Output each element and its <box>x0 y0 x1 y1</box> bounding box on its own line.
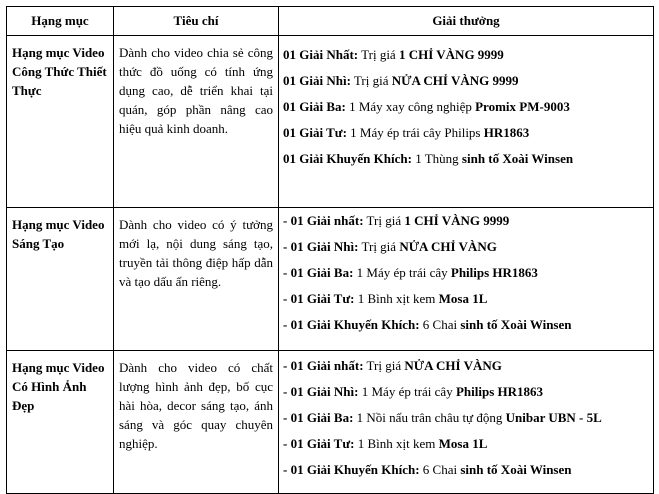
prize-label: - 01 Giải Ba: <box>283 265 354 280</box>
table-row <box>7 208 654 351</box>
prize-item <box>283 94 649 120</box>
prize-label: 01 Giải Nhất: <box>283 47 359 62</box>
prize-label: - 01 Giải nhất: <box>283 213 364 228</box>
prize-value: Philips HR1863 <box>450 265 538 280</box>
prize-item <box>283 379 649 405</box>
prize-item <box>283 234 649 260</box>
prize-label: - 01 Giải nhất: <box>283 358 364 373</box>
prize-text: 1 Bình xịt kem <box>354 291 439 306</box>
prize-item <box>283 353 649 379</box>
prizes-cell <box>279 208 654 351</box>
prize-value: sinh tố Xoài Winsen <box>461 151 574 166</box>
prize-value: 1 CHỈ VÀNG 9999 <box>404 213 510 228</box>
category-cell: Hạng mục Video Công Thức Thiết Thực <box>7 36 114 208</box>
criteria-cell: Dành cho video có chất lượng hình ảnh đẹp, bố cục hài hòa, decor sáng tạo, ánh sáng và góc quay chuyên nghiệp. <box>114 351 279 494</box>
prize-label: - 01 Giải Nhì: <box>283 239 359 254</box>
header-prizes: Giải thưởng <box>279 7 654 36</box>
prize-value: sinh tố Xoài Winsen <box>460 317 572 332</box>
prize-text: 1 Máy ép trái cây Philips <box>346 125 484 140</box>
prize-text: 6 Chai <box>419 462 461 477</box>
prize-value: Mosa 1L <box>438 291 488 306</box>
prize-value: sinh tố Xoài Winsen <box>460 462 572 477</box>
prize-label: - 01 Giải Tư: <box>283 291 355 306</box>
criteria-cell: Dành cho video có ý tưởng mới lạ, nội dung sáng tạo, truyền tải thông điệp hấp dẫn và tạo dấu ấn riêng. <box>114 208 279 351</box>
prize-text: Trị giá <box>358 239 400 254</box>
prize-item <box>283 120 649 146</box>
prize-text: 1 Nồi nấu trân châu tự động <box>353 410 506 425</box>
prize-item <box>283 146 649 172</box>
header-criteria: Tiêu chí <box>114 7 279 36</box>
prize-item <box>283 42 649 68</box>
prize-value: HR1863 <box>483 125 530 140</box>
prize-text: 1 Bình xịt kem <box>354 436 439 451</box>
prize-item <box>283 312 649 338</box>
prize-label: 01 Giải Tư: <box>283 125 347 140</box>
prize-item <box>283 208 649 234</box>
prize-item <box>283 68 649 94</box>
prize-table <box>6 6 654 494</box>
prize-text: Trị giá <box>358 47 399 62</box>
prize-label: 01 Giải Ba: <box>283 99 346 114</box>
prize-label: - 01 Giải Nhì: <box>283 384 359 399</box>
category-cell: Hạng mục Video Có Hình Ảnh Đẹp <box>7 351 114 494</box>
prize-value: Philips HR1863 <box>455 384 543 399</box>
prize-item <box>283 431 649 457</box>
criteria-cell: Dành cho video chia sẻ công thức đồ uống có tính ứng dụng cao, dễ triển khai tại quán, góp phần nâng cao hiệu quả kinh doanh. <box>114 36 279 208</box>
prizes-cell <box>279 351 654 494</box>
prize-item <box>283 260 649 286</box>
prize-label: - 01 Giải Ba: <box>283 410 354 425</box>
prize-value: NỬA CHỈ VÀNG <box>404 358 502 373</box>
prize-text: 1 Máy ép trái cây <box>358 384 456 399</box>
prize-value: Mosa 1L <box>438 436 488 451</box>
prize-label: 01 Giải Nhì: <box>283 73 351 88</box>
prize-item <box>283 286 649 312</box>
table-row <box>7 36 654 208</box>
prize-text: 1 Máy xay công nghiệp <box>345 99 476 114</box>
prize-text: 1 Máy ép trái cây <box>353 265 451 280</box>
prize-value: Unibar UBN - 5L <box>505 410 602 425</box>
category-cell: Hạng mục Video Sáng Tạo <box>7 208 114 351</box>
prize-value: NỬA CHỈ VÀNG 9999 <box>391 73 519 88</box>
prize-text: Trị giá <box>363 358 405 373</box>
prize-value: NỬA CHỈ VÀNG <box>399 239 497 254</box>
prize-item <box>283 457 649 483</box>
prize-text: Trị giá <box>350 73 392 88</box>
header-category: Hạng mục <box>7 7 114 36</box>
header-row <box>7 7 654 36</box>
prize-text: 6 Chai <box>419 317 461 332</box>
prize-label: 01 Giải Khuyến Khích: <box>283 151 412 166</box>
prize-value: 1 CHỈ VÀNG 9999 <box>398 47 504 62</box>
prizes-cell <box>279 36 654 208</box>
prize-text: Trị giá <box>363 213 405 228</box>
prize-value: Promix PM-9003 <box>475 99 570 114</box>
prize-text: 1 Thùng <box>411 151 462 166</box>
prize-item <box>283 405 649 431</box>
prize-label: - 01 Giải Tư: <box>283 436 355 451</box>
prize-label: - 01 Giải Khuyến Khích: <box>283 462 420 477</box>
prize-label: - 01 Giải Khuyến Khích: <box>283 317 420 332</box>
table-row <box>7 351 654 494</box>
